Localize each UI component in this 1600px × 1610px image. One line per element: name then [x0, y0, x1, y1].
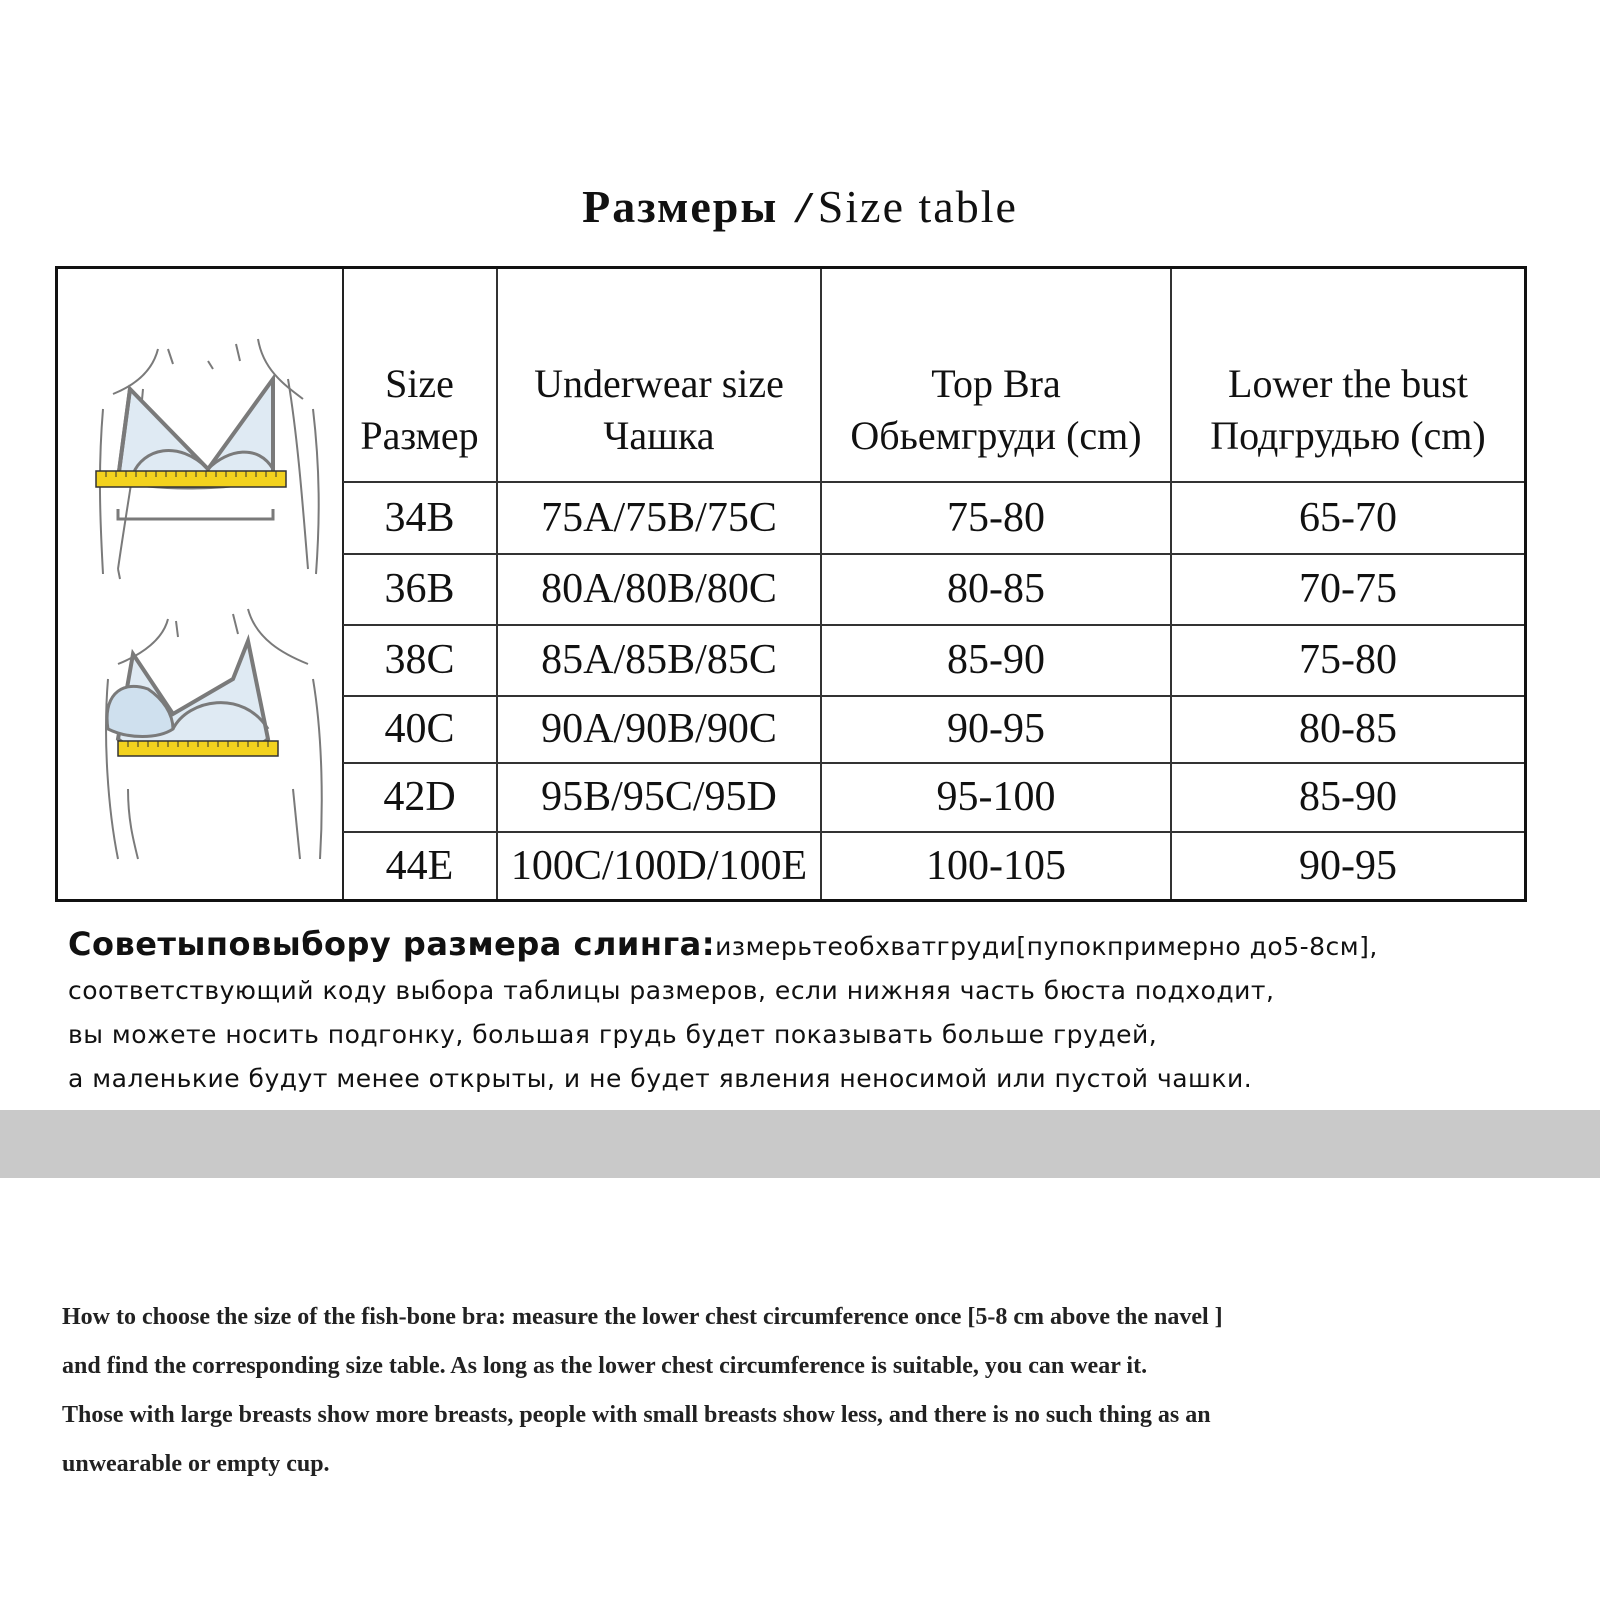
header-underwear-size: Underwear size Чашка [497, 269, 821, 482]
cell-lower-bust: 70-75 [1171, 554, 1524, 625]
cell-size: 34B [343, 482, 497, 553]
ru-tips-line-2: соответствующий коду выбора таблицы размеров, если нижняя часть бюста подходит, [68, 976, 1275, 1005]
cell-top-bra: 100-105 [821, 832, 1171, 899]
cell-top-bra: 80-85 [821, 554, 1171, 625]
ru-tips-line-4: а маленькие будут менее открыты, и не будет явления неносимой или пустой чашки. [68, 1064, 1253, 1093]
ru-size-tips [68, 922, 1568, 1101]
title-en: Size table [817, 181, 1018, 232]
bra-measure-figures [58, 269, 342, 899]
table-row [343, 832, 1524, 899]
ru-tips-line-3: вы можете носить подгонку, большая грудь будет показывать больше грудей, [68, 1020, 1158, 1049]
cell-size: 38C [343, 625, 497, 696]
size-table-frame [55, 266, 1527, 902]
cell-underwear: 85A/85B/85C [497, 625, 821, 696]
bra-bottom [107, 641, 278, 756]
table-row [343, 696, 1524, 763]
divider-band [0, 1110, 1600, 1178]
title-ru: Размеры [582, 181, 779, 232]
page-title [0, 180, 1600, 235]
en-tips-line-2: and find the corresponding size table. As long as the lower chest circumference is suitable, you can wear it. [62, 1353, 1148, 1379]
cell-underwear: 75A/75B/75C [497, 482, 821, 553]
table-header-row [343, 269, 1524, 482]
table-row [343, 482, 1524, 553]
cell-lower-bust: 80-85 [1171, 696, 1524, 763]
cell-size: 36B [343, 554, 497, 625]
bra-top [96, 379, 286, 519]
cell-top-bra: 85-90 [821, 625, 1171, 696]
ru-tips-line-1: Советыповыбору размера слинга:измерьтеобхватгруди[пупокпримерно до5-8см], [68, 925, 1378, 963]
cell-lower-bust: 85-90 [1171, 763, 1524, 832]
en-tips-line-4: unwearable or empty cup. [62, 1451, 330, 1477]
en-tips-line-3: Those with large breasts show more breasts, people with small breasts show less, and there is no such thing as an [62, 1402, 1211, 1428]
cell-underwear: 80A/80B/80C [497, 554, 821, 625]
header-top-bra: Top Bra Обьемгруди (cm) [821, 269, 1171, 482]
cell-size: 44E [343, 832, 497, 899]
cell-size: 40C [343, 696, 497, 763]
cell-top-bra: 90-95 [821, 696, 1171, 763]
cell-underwear: 90A/90B/90C [497, 696, 821, 763]
table-row [343, 625, 1524, 696]
en-size-tips [62, 1293, 1542, 1489]
en-tips-line-1: How to choose the size of the fish-bone bra: measure the lower chest circumference once [5-8 cm above the navel ] [62, 1304, 1223, 1330]
cell-lower-bust: 90-95 [1171, 832, 1524, 899]
cell-size: 42D [343, 763, 497, 832]
cell-underwear: 95B/95C/95D [497, 763, 821, 832]
cell-underwear: 100C/100D/100E [497, 832, 821, 899]
table-row [343, 763, 1524, 832]
cell-top-bra: 75-80 [821, 482, 1171, 553]
cell-top-bra: 95-100 [821, 763, 1171, 832]
header-lower-bust: Lower the bust Подгрудью (cm) [1171, 269, 1524, 482]
bra-measurement-illustration [58, 269, 344, 899]
cell-lower-bust: 75-80 [1171, 625, 1524, 696]
size-table [343, 269, 1524, 899]
header-size: Size Размер [343, 269, 497, 482]
measuring-tape-top [96, 471, 286, 487]
ru-tips-lead: Советыповыбору размера слинга: [68, 925, 716, 963]
cell-lower-bust: 65-70 [1171, 482, 1524, 553]
title-separator: / [791, 190, 818, 235]
table-row [343, 554, 1524, 625]
